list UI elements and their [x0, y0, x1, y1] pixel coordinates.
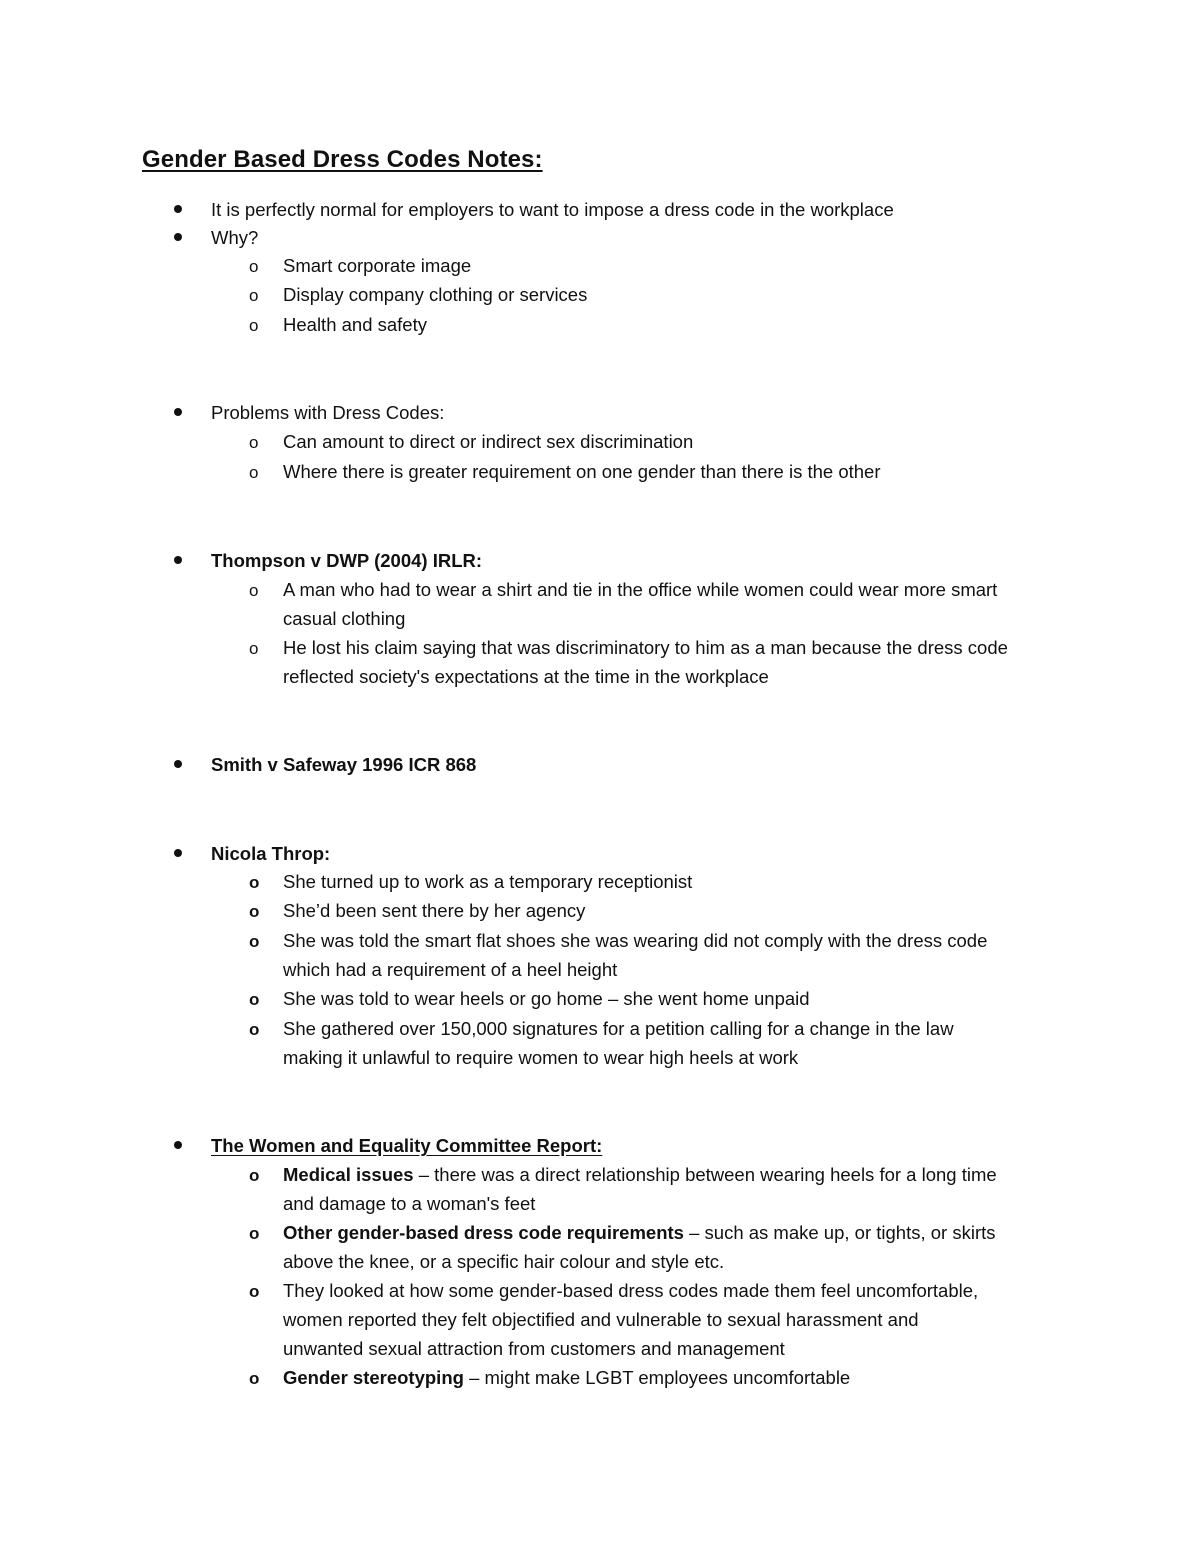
thompson-heading: Thompson v DWP (2004) IRLR:	[211, 550, 483, 571]
why-text: Why?	[211, 227, 259, 248]
throp-text: She’d been sent there by her agency	[283, 900, 586, 921]
committee-text: They looked at how some gender-based dress codes made them feel uncomfortable,	[283, 1280, 979, 1301]
throp-text: She was told the smart flat shoes she was wearing did not comply with the dress code	[283, 930, 988, 951]
thompson-text: A man who had to wear a shirt and tie in the office while women could wear more smart	[283, 579, 998, 600]
reason-text: Display company clothing or services	[283, 284, 588, 305]
circle-bullet-icon: o	[249, 1224, 260, 1243]
bullet-icon	[174, 205, 182, 213]
throp-text: She turned up to work as a temporary receptionist	[283, 871, 693, 892]
committee-term: Other gender-based dress code requirements	[283, 1222, 684, 1243]
reason-text: Smart corporate image	[283, 255, 472, 276]
committee-text-cont: and damage to a woman's feet	[283, 1193, 536, 1214]
committee-term: Medical issues	[283, 1164, 414, 1185]
committee-text-cont: women reported they felt objectified and vulnerable to sexual harassment and	[283, 1309, 919, 1330]
circle-bullet-icon: o	[249, 1282, 260, 1301]
thompson-text-cont: casual clothing	[283, 608, 406, 629]
circle-bullet-icon: o	[249, 902, 260, 921]
circle-bullet-icon: o	[249, 433, 259, 452]
bullet-icon	[174, 233, 182, 241]
committee-detail: – such as make up, or tights, or skirts	[683, 1222, 996, 1243]
bullet-icon	[174, 1141, 182, 1149]
bullet-icon	[174, 849, 182, 857]
throp-heading: Nicola Throp:	[211, 843, 331, 864]
committee-text	[283, 1218, 996, 1247]
committee-text	[283, 1160, 997, 1189]
circle-bullet-icon: o	[249, 932, 260, 951]
intro-text: It is perfectly normal for employers to want to impose a dress code in the workplace	[211, 199, 894, 220]
throp-text-cont: which had a requirement of a heel height	[283, 959, 618, 980]
smith-heading: Smith v Safeway 1996 ICR 868	[211, 754, 477, 775]
circle-bullet-icon: o	[249, 463, 259, 482]
circle-bullet-icon: o	[249, 873, 260, 892]
problem-text: Where there is greater requirement on one gender than there is the other	[283, 461, 881, 482]
committee-term: Gender stereotyping	[283, 1367, 464, 1388]
circle-bullet-icon: o	[249, 581, 259, 600]
committee-text-cont: above the knee, or a specific hair colour and style etc.	[283, 1251, 725, 1272]
reason-text: Health and safety	[283, 314, 427, 335]
thompson-text-cont: reflected society's expectations at the time in the workplace	[283, 666, 769, 687]
circle-bullet-icon: o	[249, 1166, 260, 1185]
committee-text-cont: unwanted sexual attraction from customers and management	[283, 1338, 785, 1359]
committee-detail: – there was a direct relationship between wearing heels for a long time	[413, 1164, 997, 1185]
circle-bullet-icon: o	[249, 316, 259, 335]
bullet-icon	[174, 408, 182, 416]
throp-text: She was told to wear heels or go home – she went home unpaid	[283, 988, 810, 1009]
problems-heading: Problems with Dress Codes:	[211, 402, 445, 423]
circle-bullet-icon: o	[249, 286, 259, 305]
circle-bullet-icon: o	[249, 1020, 260, 1039]
circle-bullet-icon: o	[249, 1369, 260, 1388]
circle-bullet-icon: o	[249, 639, 259, 658]
throp-text: She gathered over 150,000 signatures for a petition calling for a change in the law	[283, 1018, 954, 1039]
committee-detail: – might make LGBT employees uncomfortable	[463, 1367, 851, 1388]
thompson-text: He lost his claim saying that was discriminatory to him as a man because the dress code	[283, 637, 1008, 658]
circle-bullet-icon: o	[249, 257, 259, 276]
committee-heading: The Women and Equality Committee Report:	[211, 1135, 603, 1156]
bullet-icon	[174, 556, 182, 564]
problem-text: Can amount to direct or indirect sex discrimination	[283, 431, 694, 452]
document-title: Gender Based Dress Codes Notes:	[142, 146, 543, 173]
circle-bullet-icon: o	[249, 990, 260, 1009]
committee-text	[283, 1363, 850, 1392]
throp-text-cont: making it unlawful to require women to wear high heels at work	[283, 1047, 799, 1068]
bullet-icon	[174, 760, 182, 768]
